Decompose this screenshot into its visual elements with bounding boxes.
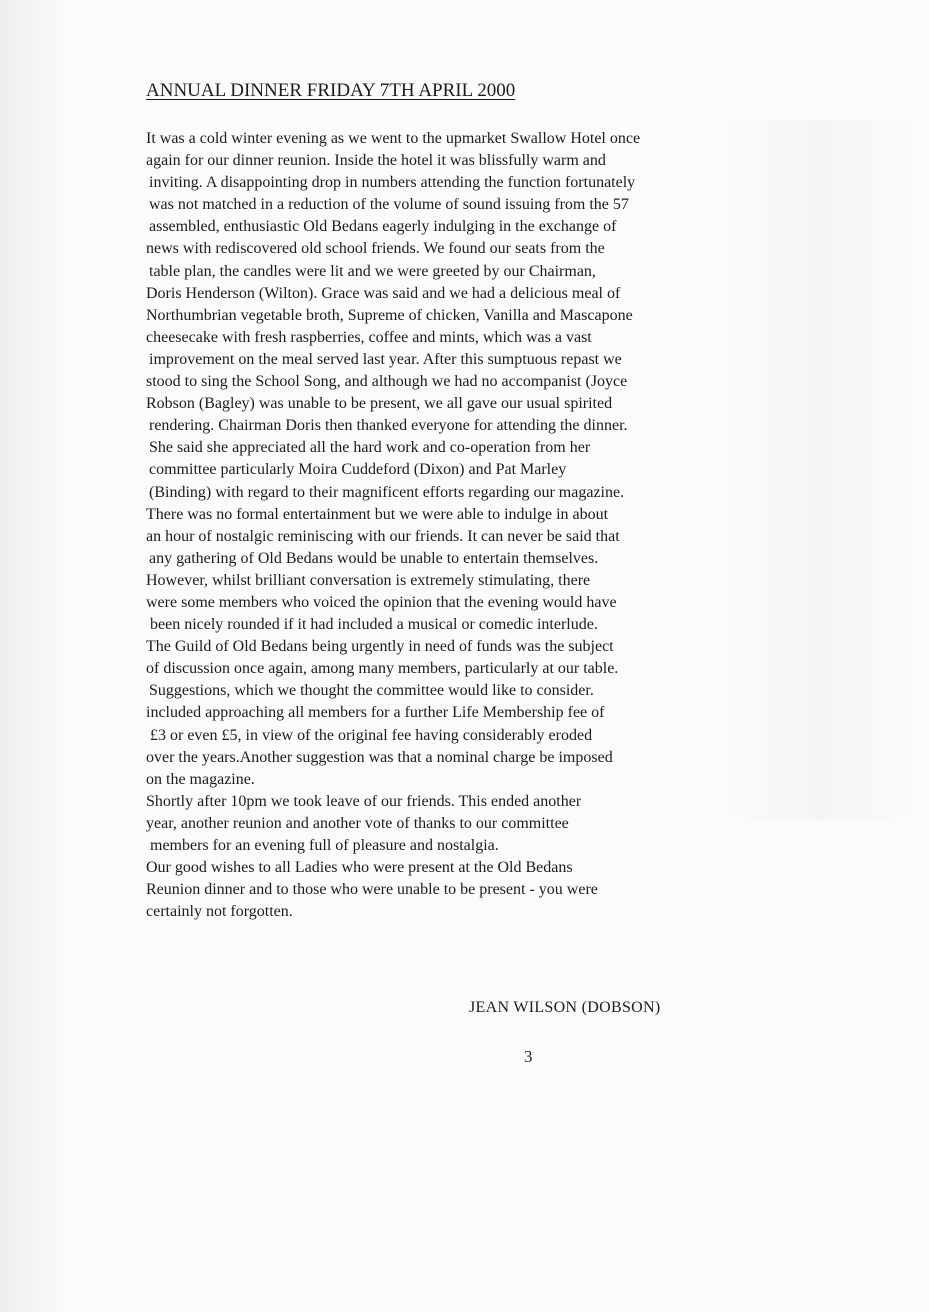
article-body [146,128,826,923]
body-line: Doris Henderson (Wilton). Grace was said and we had a delicious meal of [146,284,621,302]
author-signature: JEAN WILSON (DOBSON) [469,999,661,1016]
body-line: committee particularly Moira Cuddeford (Dixon) and Pat Marley [149,461,567,479]
body-line: cheesecake with fresh raspberries, coffee and mints, which was a vast [146,328,592,346]
page-number: 3 [524,1047,533,1066]
body-line: It was a cold winter evening as we went to the upmarket Swallow Hotel once [146,130,641,147]
body-line: Robson (Bagley) was unable to be present, we all gave our usual spirited [146,395,613,413]
body-line: Suggestions, which we thought the committee would like to consider. [149,682,594,700]
body-line: been nicely rounded if it had included a musical or comedic interlude. [150,616,598,634]
body-line: were some members who voiced the opinion that the evening would have [146,593,617,611]
article-title: ANNUAL DINNER FRIDAY 7TH APRIL 2000 [146,80,516,101]
body-line: of discussion once again, among many members, particularly at our table. [146,660,619,678]
body-line: There was no formal entertainment but we were able to indulge in about [146,505,609,523]
body-line: certainly not forgotten. [146,903,293,921]
body-line: included approaching all members for a further Life Membership fee of [146,704,605,722]
body-line: Our good wishes to all Ladies who were present at the Old Bedans [146,859,573,877]
body-line: rendering. Chairman Doris then thanked everyone for attending the dinner. [149,417,628,435]
body-line: stood to sing the School Song, and although we had no accompanist (Joyce [146,373,628,391]
body-line: on the magazine. [146,770,255,788]
body-line: inviting. A disappointing drop in numbers attending the function fortunately [149,174,636,192]
body-line: any gathering of Old Bedans would be unable to entertain themselves. [149,549,599,567]
body-line: Shortly after 10pm we took leave of our friends. This ended another [146,792,582,810]
body-line: However, whilst brilliant conversation is extremely stimulating, there [146,571,591,589]
body-line: over the years.Another suggestion was that a nominal charge be imposed [146,748,613,766]
body-line: an hour of nostalgic reminiscing with our friends. It can never be said that [146,527,620,545]
body-line: news with rediscovered old school friends. We found our seats from the [146,240,605,258]
body-line: assembled, enthusiastic Old Bedans eagerly indulging in the exchange of [149,218,617,236]
body-line: improvement on the meal served last year. After this sumptuous repast we [149,350,622,368]
body-line: Reunion dinner and to those who were unable to be present - you were [146,881,598,899]
body-line: £3 or even £5, in view of the original fee having considerably eroded [150,726,593,744]
body-line: was not matched in a reduction of the volume of sound issuing from the 57 [149,196,629,214]
scan-shadow-left [0,0,70,1312]
body-line: The Guild of Old Bedans being urgently in need of funds was the subject [146,638,614,656]
body-line: (Binding) with regard to their magnificent efforts regarding our magazine. [149,483,625,501]
body-line: members for an evening full of pleasure and nostalgia. [150,837,499,854]
body-line: again for our dinner reunion. Inside the hotel it was blissfully warm and [146,152,606,170]
body-line: She said she appreciated all the hard work and co-operation from her [149,439,591,457]
body-line: Northumbrian vegetable broth, Supreme of chicken, Vanilla and Mascapone [146,306,633,324]
body-line: year, another reunion and another vote of thanks to our committee [146,814,569,832]
body-line: table plan, the candles were lit and we were greeted by our Chairman, [149,262,596,280]
